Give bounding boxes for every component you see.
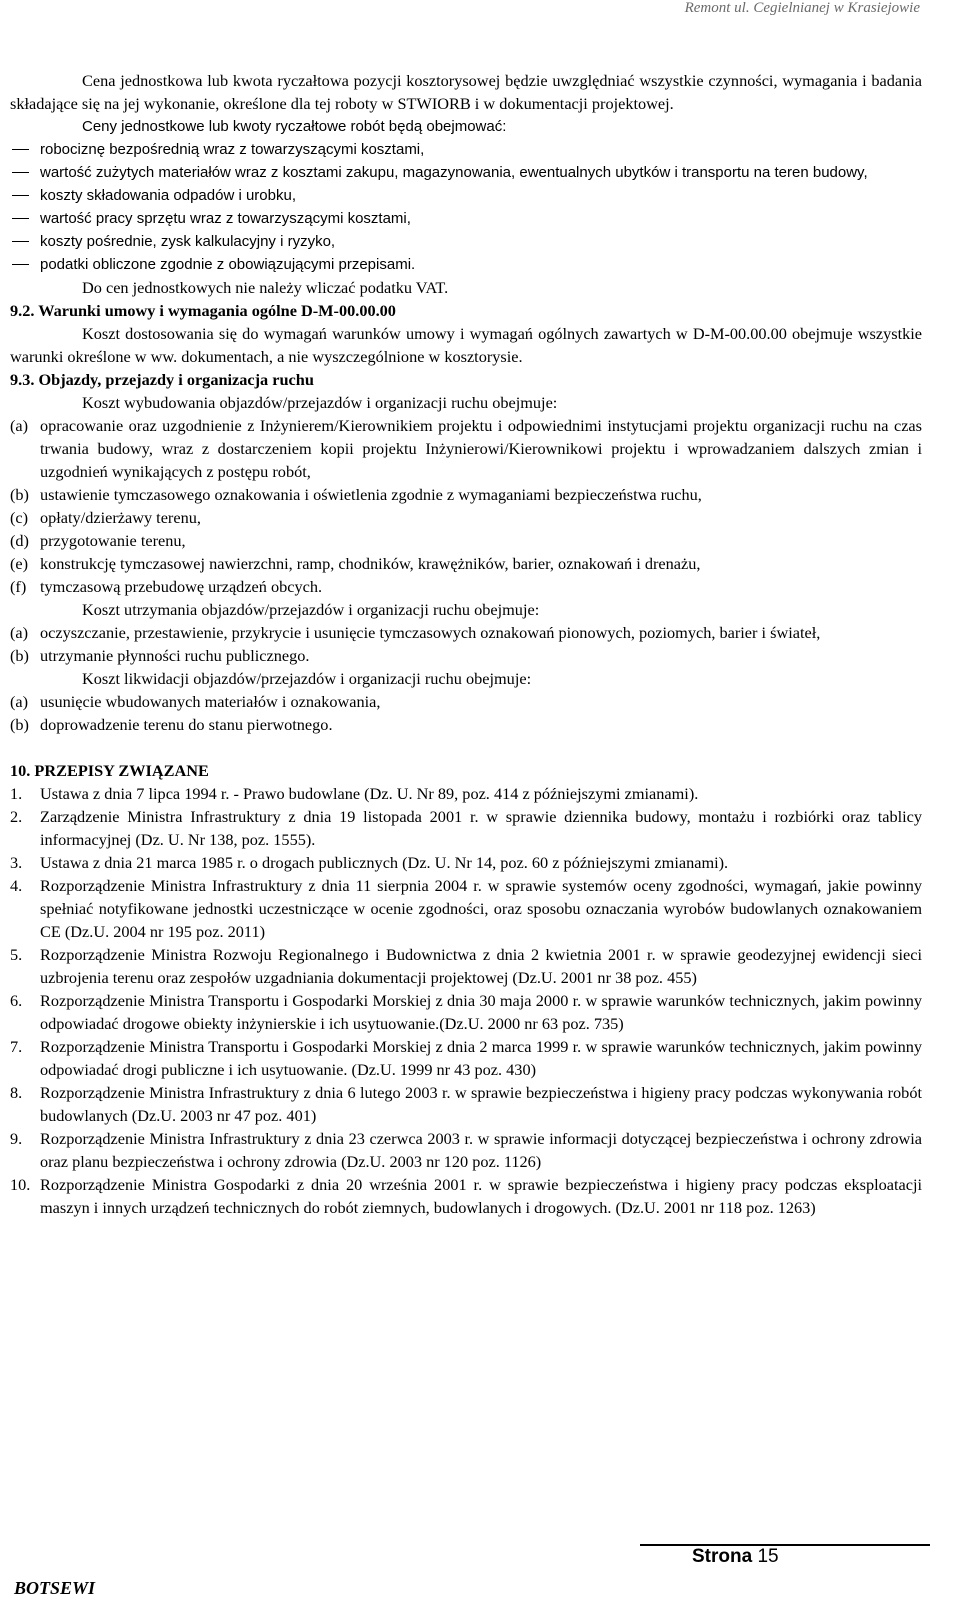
item-label: (b)	[10, 715, 29, 734]
list-item	[10, 713, 922, 736]
item-label: (e)	[10, 554, 29, 573]
regulations-list	[10, 782, 922, 1219]
item-text: Rozporządzenie Ministra Transportu i Gospodarki Morskiej z dnia 30 maja 2000 r. w sprawie warunków technicznych, jakim powinny odpowiadać drogowe obiekty inżynierskie i ich usytuowanie.(Dz.U. 2000 nr 63 poz. 735)	[40, 991, 922, 1033]
item-label: (b)	[10, 646, 29, 665]
list-item: wartość zużytych materiałów wraz z kosztami zakupu, magazynowania, ewentualnych ubytków i transportu na teren budowy,	[10, 161, 922, 184]
list-item	[10, 874, 922, 943]
running-header: Remont ul. Cegielnianej w Krasiejowie	[684, 0, 920, 16]
page-number	[692, 1546, 779, 1568]
footer-divider	[640, 1544, 930, 1546]
list-item: koszty pośrednie, zysk kalkulacyjny i ryzyko,	[10, 230, 922, 253]
page-label: Strona	[692, 1546, 753, 1567]
item-number: 1.	[10, 784, 23, 803]
list-item	[10, 529, 922, 552]
item-number: 10.	[10, 1175, 31, 1194]
item-number: 8.	[10, 1083, 23, 1102]
list-item	[10, 621, 922, 644]
item-number: 3.	[10, 853, 23, 872]
item-number: 5.	[10, 945, 23, 964]
item-label: (a)	[10, 692, 29, 711]
section-spacer	[10, 736, 922, 759]
list-item	[10, 483, 922, 506]
item-text: opłaty/dzierżawy terenu,	[40, 508, 201, 527]
section-9-3-heading: 9.3. Objazdy, przejazdy i organizacja ruchu	[10, 370, 314, 389]
item-text: Rozporządzenie Ministra Infrastruktury z dnia 23 czerwca 2003 r. w sprawie informacji dotyczącej bezpieczeństwa i ochrony zdrowia oraz planu bezpieczeństwa i ochrony zdrowia (Dz.U. 2003 nr 120 poz. 1126)	[40, 1129, 922, 1171]
section-9-2-heading: 9.2. Warunki umowy i wymagania ogólne D-M-00.00.00	[10, 301, 396, 320]
build-cost-list	[10, 414, 922, 598]
section-9-2-text: Koszt dostosowania się do wymagań warunków umowy i wymagań ogólnych zawartych w D-M-00.00.00 obejmuje wszystkie warunki określone w ww. dokumentach, a nie wyszczególnione w kosztorysie.	[10, 324, 922, 366]
list-item	[10, 552, 922, 575]
item-number: 6.	[10, 991, 23, 1010]
list-item	[10, 851, 922, 874]
item-text: Rozporządzenie Ministra Infrastruktury z dnia 6 lutego 2003 r. w sprawie bezpieczeństwa i higieny pracy podczas wykonywania robót budowlanych (Dz.U. 2003 nr 47 poz. 401)	[40, 1083, 922, 1125]
build-cost-intro: Koszt wybudowania objazdów/przejazdów i organizacji ruchu obejmuje:	[82, 393, 558, 412]
item-label: (c)	[10, 508, 29, 527]
item-text: Ustawa z dnia 21 marca 1985 r. o drogach publicznych (Dz. U. Nr 14, poz. 60 z późniejszymi zmianami).	[40, 853, 729, 872]
item-text: ustawienie tymczasowego oznakowania i oświetlenia zgodnie z wymaganiami bezpieczeństwa ruchu,	[40, 485, 702, 504]
item-text: doprowadzenie terenu do stanu pierwotnego.	[40, 715, 333, 734]
company-name: BOTSEWI	[14, 1578, 96, 1598]
remove-cost-intro: Koszt likwidacji objazdów/przejazdów i organizacji ruchu obejmuje:	[82, 669, 532, 688]
list-item: wartość pracy sprzętu wraz z towarzyszącymi kosztami,	[10, 207, 922, 230]
list-item	[10, 805, 922, 851]
list-item	[10, 782, 922, 805]
list-item	[10, 414, 922, 483]
maintain-cost-intro: Koszt utrzymania objazdów/przejazdów i organizacji ruchu obejmuje:	[82, 600, 540, 619]
item-text: Zarządzenie Ministra Infrastruktury z dnia 19 listopada 2001 r. w sprawie dziennika budowy, montażu i rozbiórki oraz tablicy informacyjnej (Dz. U. Nr 138, poz. 1555).	[40, 807, 922, 849]
remove-cost-list	[10, 690, 922, 736]
maintain-cost-list	[10, 621, 922, 667]
item-text: Rozporządzenie Ministra Rozwoju Regionalnego i Budownictwa z dnia 2 kwietnia 2001 r. w sprawie geodezyjnej ewidencji sieci uzbrojenia terenu oraz zespołów uzgadniania dokumentacji projektowej (Dz.U. 2001 nr 38 poz. 455)	[40, 945, 922, 987]
item-text: opracowanie oraz uzgodnienie z Inżynierem/Kierownikiem projektu i odpowiednimi instytucjami projektu organizacji ruchu na czas trwania budowy, wraz z dostarczeniem kopii projektu Inżynierowi/Kierownikowi projektu i wprowadzaniem dalszych zmian i uzgodnień wynikających z postępu robót,	[40, 416, 922, 481]
item-number: 2.	[10, 807, 23, 826]
list-item	[10, 644, 922, 667]
list-item	[10, 690, 922, 713]
item-label: (f)	[10, 577, 27, 596]
item-text: Rozporządzenie Ministra Transportu i Gospodarki Morskiej z dnia 2 marca 1999 r. w sprawie warunków technicznych, jakim powinny odpowiadać drogi publiczne i ich usytuowanie. (Dz.U. 1999 nr 43 poz. 430)	[40, 1037, 922, 1079]
document-body	[10, 69, 922, 1219]
list-item	[10, 943, 922, 989]
list-item	[10, 1173, 922, 1219]
item-text: usunięcie wbudowanych materiałów i oznakowania,	[40, 692, 381, 711]
vat-note: Do cen jednostkowych nie należy wliczać podatku VAT.	[82, 278, 449, 297]
section-10-heading: 10. PRZEPISY ZWIĄZANE	[10, 761, 209, 780]
list-item: robociznę bezpośrednią wraz z towarzyszącymi kosztami,	[10, 138, 922, 161]
list-item: koszty składowania odpadów i urobku,	[10, 184, 922, 207]
item-text: konstrukcję tymczasowej nawierzchni, ramp, chodników, krawężników, barier, oznakowań i drenażu,	[40, 554, 701, 573]
item-number: 9.	[10, 1129, 23, 1148]
item-label: (b)	[10, 485, 29, 504]
item-label: (a)	[10, 623, 29, 642]
item-label: (d)	[10, 531, 29, 550]
item-text: oczyszczanie, przestawienie, przykrycie i usunięcie tymczasowych oznakowań pionowych, poziomych, barier i świateł,	[40, 623, 821, 642]
item-text: Ustawa z dnia 7 lipca 1994 r. - Prawo budowlane (Dz. U. Nr 89, poz. 414 z późniejszymi zmianami).	[40, 784, 699, 803]
item-text: Rozporządzenie Ministra Infrastruktury z dnia 11 sierpnia 2004 r. w sprawie systemów oceny zgodności, wymagań, jakie powinny spełniać notyfikowane jednostki uczestniczące w ocenie zgodności, oraz sposobu oznaczania wyrobów budowlanych oznakowaniem CE (Dz.U. 2004 nr 195 poz. 2011)	[40, 876, 922, 941]
item-text: przygotowanie terenu,	[40, 531, 186, 550]
list-item	[10, 1035, 922, 1081]
item-label: (a)	[10, 416, 29, 435]
list-item	[10, 1127, 922, 1173]
page-number-value: 15	[757, 1546, 779, 1567]
cost-components-list	[10, 138, 922, 276]
item-number: 4.	[10, 876, 23, 895]
list-item	[10, 1081, 922, 1127]
item-number: 7.	[10, 1037, 23, 1056]
list-item: podatki obliczone zgodnie z obowiązującymi przepisami.	[10, 253, 922, 276]
intro-paragraph: Cena jednostkowa lub kwota ryczałtowa pozycji kosztorysowej będzie uwzględniać wszystkie czynności, wymagania i badania składające się na jej wykonanie, określone dla tej roboty w STWIORB i w dokumentacji projektowej.	[10, 71, 922, 113]
item-text: tymczasową przebudowę urządzeń obcych.	[40, 577, 323, 596]
list-item	[10, 506, 922, 529]
item-text: Rozporządzenie Ministra Gospodarki z dnia 20 września 2001 r. w sprawie bezpieczeństwa i higieny pracy podczas eksploatacji maszyn i innych urządzeń technicznych do robót ziemnych, budowlanych i drogowych. (Dz.U. 2001 nr 118 poz. 1263)	[40, 1175, 922, 1217]
ceny-heading: Ceny jednostkowe lub kwoty ryczałtowe robót będą obejmować:	[82, 118, 507, 135]
list-item	[10, 989, 922, 1035]
item-text: utrzymanie płynności ruchu publicznego.	[40, 646, 310, 665]
list-item	[10, 575, 922, 598]
